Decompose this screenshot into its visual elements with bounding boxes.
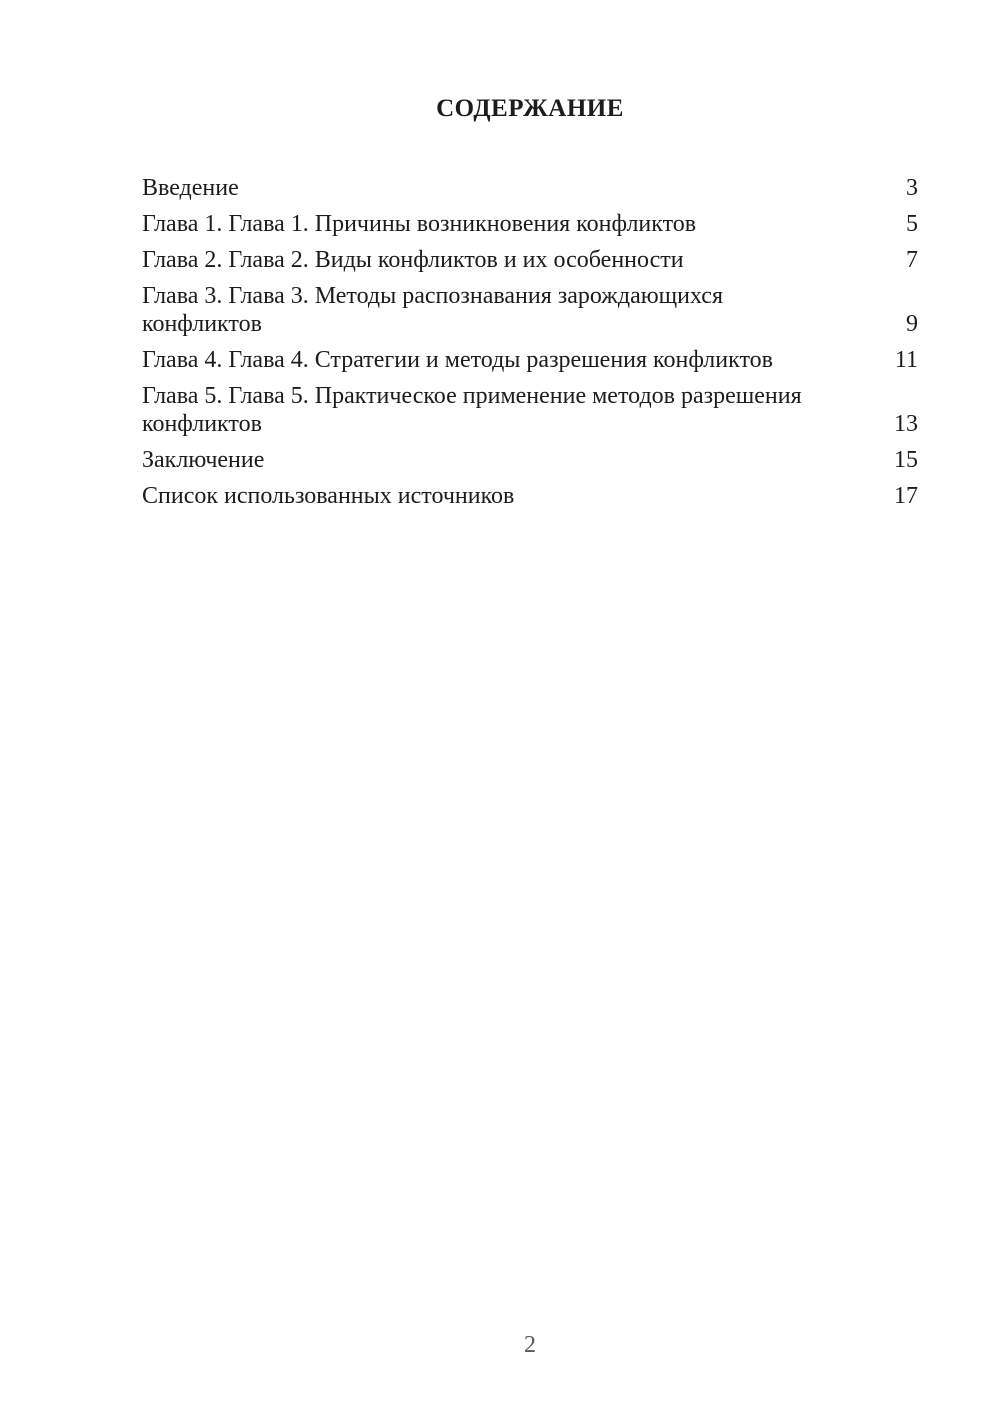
toc-entry-page-number: 13 <box>894 411 918 437</box>
toc-entry-page-number: 5 <box>906 211 918 237</box>
toc-entry-chapter-3 <box>142 282 918 338</box>
toc-entry-label: Глава 1. Глава 1. Причины возникновения конфликтов <box>142 211 697 237</box>
toc-entry-chapter-5 <box>142 382 918 438</box>
toc-entry-label: Глава 3. Глава 3. Методы распознавания зарождающихся конфликтов <box>142 283 723 337</box>
toc-entry-conclusion <box>142 446 918 474</box>
toc-entry-page-number: 11 <box>894 347 918 373</box>
toc-entry-page-number: 3 <box>906 175 918 201</box>
footer-page-number: 2 <box>524 1332 536 1358</box>
toc-entry-label: Заключение <box>142 447 265 473</box>
toc-entry-page-number: 17 <box>894 483 918 509</box>
toc-entry-label: Глава 5. Глава 5. Практическое применение методов разрешения конфликтов <box>142 383 802 437</box>
table-of-contents <box>142 174 918 510</box>
toc-entry-references <box>142 482 918 510</box>
toc-entry-chapter-2 <box>142 246 918 274</box>
toc-entry-page-number: 9 <box>906 311 918 337</box>
toc-entry-page-number: 15 <box>894 447 918 473</box>
toc-entry-label: Глава 4. Глава 4. Стратегии и методы разрешения конфликтов <box>142 347 773 373</box>
toc-entry-page-number: 7 <box>906 247 918 273</box>
toc-entry-chapter-4 <box>142 346 918 374</box>
toc-entry-introduction <box>142 174 918 202</box>
toc-entry-label: Список использованных источников <box>142 483 515 509</box>
toc-entry-chapter-1 <box>142 210 918 238</box>
toc-entry-label: Введение <box>142 175 239 201</box>
page-title: СОДЕРЖАНИЕ <box>436 95 624 122</box>
toc-entry-label: Глава 2. Глава 2. Виды конфликтов и их особенности <box>142 247 684 273</box>
